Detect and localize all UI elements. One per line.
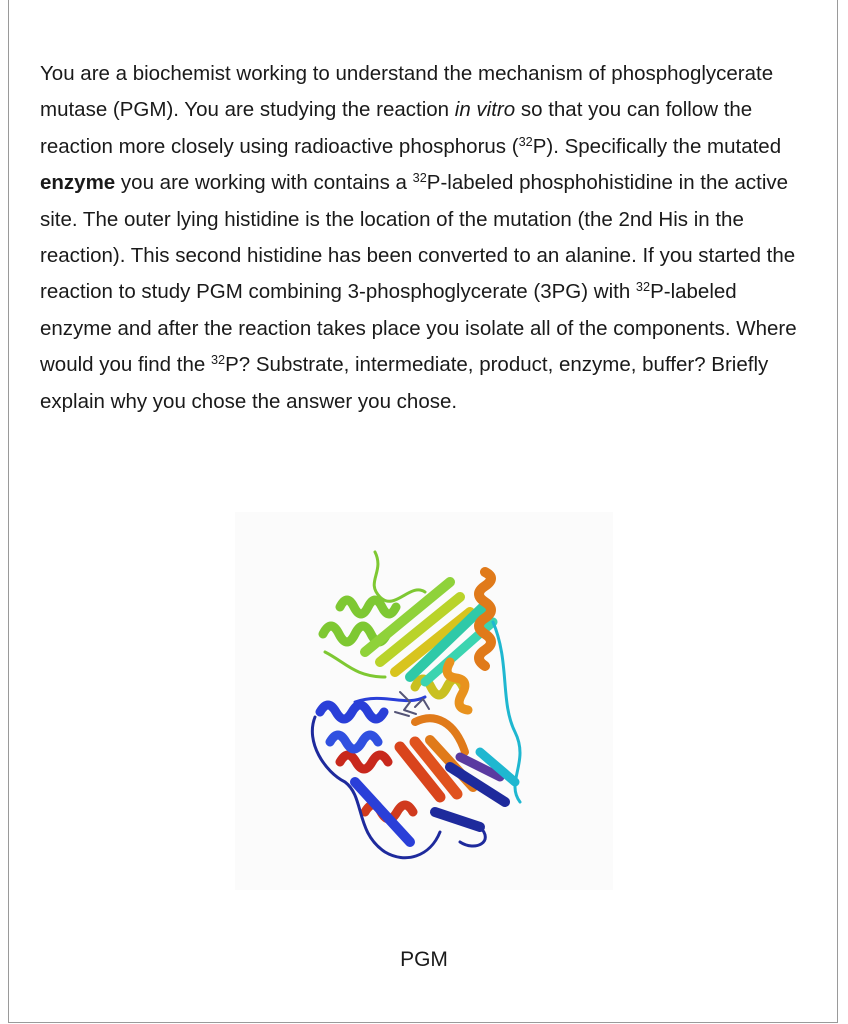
figure-caption: PGM: [400, 948, 448, 971]
orange-helix: [479, 572, 491, 666]
superscript-32: 32: [635, 279, 651, 295]
blue-strand: [435, 812, 480, 827]
question-paragraph: [40, 56, 810, 420]
question-text-part: P). Specifically the mutated: [532, 134, 782, 158]
question-text-part: P-labeled phosphohistidine in the active site. The outer lying histidine is the location of the mutation (the 2nd His in the reaction). This second histidine has been converted to an alanine. If you started the reaction to study PGM combining 3-phosphoglycerate (3PG) with: [40, 171, 796, 304]
blue-helix: [320, 705, 384, 719]
green-loop: [374, 552, 425, 601]
navy-loop: [460, 827, 485, 846]
red-helix: [340, 755, 388, 769]
blue-helix: [330, 735, 378, 749]
ribbon-diagram: [235, 512, 613, 890]
enzyme-bold: enzyme: [40, 171, 116, 195]
question-text-part: You are a biochemist working to understand the mechanism of phosphoglycerate mutase (PGM). You are studying the reaction: [40, 62, 774, 122]
question-text: [40, 56, 810, 420]
question-text-part: P-labeled enzyme and after the reaction takes place you isolate all of the components. Where would you find the: [40, 280, 797, 377]
superscript-32: 32: [412, 170, 427, 186]
question-text-part: so that you can follow the reaction more closely using radioactive phosphorus (: [40, 98, 753, 158]
question-text-part: P? Substrate, intermediate, product, enzyme, buffer? Briefly explain why you chose the answer you chose.: [40, 353, 769, 413]
blue-loop: [355, 697, 425, 702]
pgm-protein-structure-image: [235, 512, 613, 890]
superscript-32: 32: [518, 133, 533, 149]
superscript-32: 32: [210, 352, 226, 368]
active-site-sticks: [395, 692, 429, 716]
question-text-part: you are working with contains a: [115, 171, 413, 195]
in-vitro-italic: in vitro: [454, 98, 516, 122]
